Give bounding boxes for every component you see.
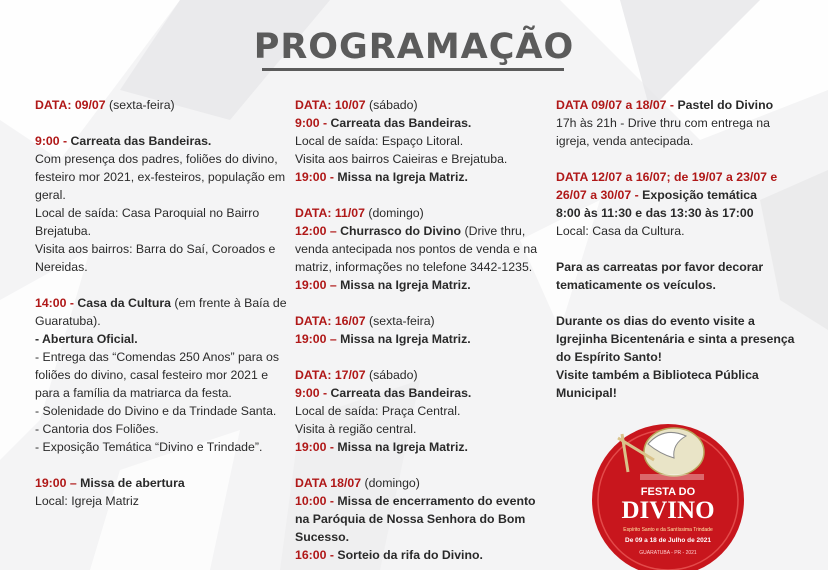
page-title: PROGRAMAÇÃO [253, 27, 575, 67]
logo-line3: Espírito Santo e da Santíssima Trindade [623, 527, 713, 533]
date-heading: DATA 18/07 (domingo) [295, 476, 420, 490]
list-item: - Exposição Temática “Divino e Trindade”. [35, 440, 263, 454]
date-heading: DATA: 09/07 (sexta-feira) [35, 98, 175, 112]
event-title: 19:00 - Missa na Igreja Matriz. [295, 440, 468, 454]
event-title: 19:00 – Missa na Igreja Matriz. [295, 332, 471, 346]
logo-line2: DIVINO [621, 497, 715, 524]
event-title: 9:00 - Carreata das Bandeiras. [295, 386, 472, 400]
logo-line1: FESTA DO [640, 486, 696, 498]
notice-text: Durante os dias do evento visite a Igrejinha Bicentenária e sinta a presença do Espírito Santo! [556, 314, 795, 364]
event-title: 16:00 - Sorteio da rifa do Divino. [295, 548, 483, 562]
event-location: Local de saída: Espaço Litoral. [295, 134, 464, 148]
event-title: 10:00 - Missa de encerramento do evento na Paróquia de Nossa Senhora do Bom Sucesso. [295, 494, 536, 544]
column-2 [295, 96, 545, 564]
festa-do-divino-logo [588, 414, 748, 570]
list-item: - Cantoria dos Foliões. [35, 422, 159, 436]
event-title: 12:00 – Churrasco do Divino (Drive thru, venda antecipada nos pontos de venda e na matriz, informações no telefone 3442-1235. [295, 224, 538, 274]
event-subtitle: - Abertura Oficial. [35, 332, 138, 346]
event-title: 9:00 - Carreata das Bandeiras. [35, 134, 212, 148]
date-heading: DATA 12/07 a 16/07; de 19/07 a 23/07 e 26/07 a 30/07 - Exposição temática [556, 170, 778, 202]
list-item: - Entrega das “Comendas 250 Anos” para os foliões do divino, casal festeiro mor 2021 e para a família da matriarca da festa. [35, 350, 280, 400]
event-title: 14:00 - Casa da Cultura (em frente à Baía de Guaratuba). [35, 296, 287, 328]
event-location: Local de saída: Casa Paroquial no Bairro Brejatuba. [35, 206, 260, 238]
date-heading: DATA: 16/07 (sexta-feira) [295, 314, 435, 328]
event-visit: Visita aos bairros Caieiras e Brejatuba. [295, 152, 508, 166]
list-item: - Solenidade do Divino e da Trindade Santa. [35, 404, 277, 418]
event-visit: Visita aos bairros: Barra do Saí, Coroados e Nereidas. [35, 242, 276, 274]
date-heading: DATA 09/07 a 18/07 - Pastel do Divino [556, 98, 774, 112]
event-title: 19:00 - Missa na Igreja Matriz. [295, 170, 468, 184]
notice-text: Visite também a Biblioteca Pública Municipal! [556, 368, 759, 400]
logo-line4: De 09 a 18 de Julho de 2021 [625, 537, 711, 544]
event-description: 17h às 21h - Drive thru com entrega na igreja, venda antecipada. [556, 116, 770, 148]
event-location: Local: Casa da Cultura. [556, 224, 685, 238]
column-3 [556, 96, 796, 402]
event-location: Local: Igreja Matriz [35, 494, 139, 508]
event-visit: Visita à região central. [295, 422, 417, 436]
logo-line5: GUARATUBA - PR - 2021 [639, 550, 697, 556]
notice-text: Para as carreatas por favor decorar tematicamente os veículos. [556, 260, 764, 292]
event-title: 19:00 – Missa na Igreja Matriz. [295, 278, 471, 292]
event-location: Local de saída: Praça Central. [295, 404, 461, 418]
title-underline [262, 68, 564, 71]
date-heading: DATA: 11/07 (domingo) [295, 206, 424, 220]
event-hours: 8:00 às 11:30 e das 13:30 às 17:00 [556, 206, 754, 220]
date-heading: DATA: 17/07 (sábado) [295, 368, 418, 382]
column-1 [35, 96, 287, 510]
event-title: 19:00 – Missa de abertura [35, 476, 185, 490]
event-description: Com presença dos padres, foliões do divino, festeiro mor 2021, ex-festeiros, população em geral. [35, 152, 286, 202]
date-heading: DATA: 10/07 (sábado) [295, 98, 418, 112]
event-title: 9:00 - Carreata das Bandeiras. [295, 116, 472, 130]
